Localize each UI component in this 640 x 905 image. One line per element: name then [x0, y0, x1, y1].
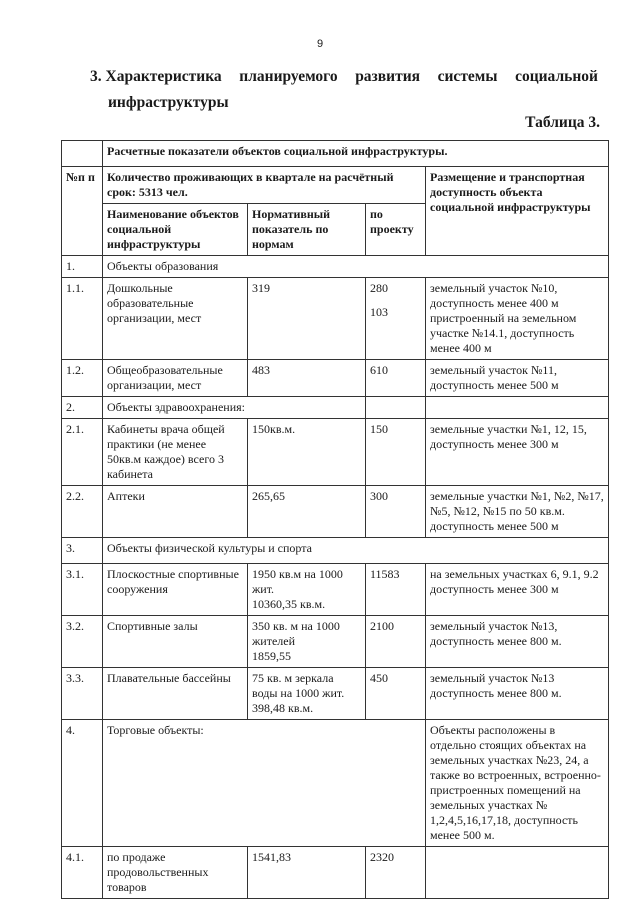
header-placement: Размещение и транспортная доступность объекта социальной инфраструктуры	[426, 167, 609, 256]
header-project: по проекту	[366, 204, 426, 256]
table-cell: 150кв.м.	[248, 419, 366, 486]
table-cell: 1950 кв.м на 1000 жит. 10360,35 кв.м.	[248, 564, 366, 616]
table-cell: 319	[248, 278, 366, 360]
table-cell: 4.1.	[62, 847, 103, 899]
table-cell	[366, 397, 426, 419]
table-cell	[426, 847, 609, 899]
table-cell: земельный участок №13, доступность менее 800 м.	[426, 616, 609, 668]
table-title-row	[62, 141, 609, 167]
header-population: Количество проживающих в квартале на расчётный срок: 5313 чел.	[103, 167, 426, 204]
table-title: Расчетные показатели объектов социальной инфраструктуры.	[103, 141, 609, 167]
heading-number-and-word: 3. Характеристика	[90, 68, 222, 85]
table-cell: 2100	[366, 616, 426, 668]
table-cell	[426, 397, 609, 419]
table-cell: 610	[366, 360, 426, 397]
table-cell: Плоскостные спортивные сооружения	[103, 564, 248, 616]
table-cell: Кабинеты врача общей практики (не менее 50кв.м каждое) всего 3 кабинета	[103, 419, 248, 486]
table-cell: 3.3.	[62, 668, 103, 720]
table-cell: 1541,83	[248, 847, 366, 899]
table-cell: 3.1.	[62, 564, 103, 616]
table-cell: 483	[248, 360, 366, 397]
heading-word: развития	[355, 68, 421, 85]
table-cell: 300	[366, 486, 426, 538]
table-cell: 2.1.	[62, 419, 103, 486]
table-row	[62, 616, 609, 668]
table-cell: 75 кв. м зеркала воды на 1000 жит. 398,48 кв.м.	[248, 668, 366, 720]
table-cell: 150	[366, 419, 426, 486]
table-cell: Общеобразовательные организации, мест	[103, 360, 248, 397]
table-cell: Плавательные бассейны	[103, 668, 248, 720]
table-cell: земельный участок №10, доступность менее 400 м пристроенный на земельном участке №14.1, доступность менее 400 м	[426, 278, 609, 360]
table-header-row	[62, 167, 609, 204]
section-title: Объекты образования	[103, 256, 609, 278]
table-cell: Спортивные залы	[103, 616, 248, 668]
section-title: Объекты здравоохранения:	[103, 397, 366, 419]
heading-word: социальной	[515, 68, 598, 85]
table-row	[62, 360, 609, 397]
header-number: №п п	[62, 167, 103, 256]
section-row	[62, 538, 609, 564]
table-cell: по продаже продовольственных товаров	[103, 847, 248, 899]
table-cell: земельные участки №1, №2, №17, №5, №12, №15 по 50 кв.м. доступность менее 500 м	[426, 486, 609, 538]
table-cell	[62, 141, 103, 167]
table-cell: 4.	[62, 720, 103, 847]
table-cell: 350 кв. м на 1000 жителей 1859,55	[248, 616, 366, 668]
heading-word: системы	[437, 68, 498, 85]
table-row	[62, 564, 609, 616]
table-cell: 2.2.	[62, 486, 103, 538]
table-label: Таблица 3.	[525, 114, 600, 131]
table-cell: земельный участок №11, доступность менее 500 м	[426, 360, 609, 397]
table-row	[62, 486, 609, 538]
table-cell: Дошкольные образовательные организации, мест	[103, 278, 248, 360]
table-cell: 2320	[366, 847, 426, 899]
table-cell: земельные участки №1, 12, 15, доступность менее 300 м	[426, 419, 609, 486]
heading-line-2: инфраструктуры	[108, 94, 229, 111]
table-cell: 11583	[366, 564, 426, 616]
table-cell: на земельных участках 6, 9.1, 9.2 доступность менее 300 м	[426, 564, 609, 616]
indicators-table	[61, 140, 609, 899]
section-row	[62, 720, 609, 847]
table-cell: 1.	[62, 256, 103, 278]
header-name: Наименование объектов социальной инфраструктуры	[103, 204, 248, 256]
table-row	[62, 419, 609, 486]
section-title: Торговые объекты:	[103, 720, 426, 847]
table-row	[62, 668, 609, 720]
table-cell: 265,65	[248, 486, 366, 538]
table-cell: 450	[366, 668, 426, 720]
section-title: Объекты физической культуры и спорта	[103, 538, 609, 564]
table-cell: 2.	[62, 397, 103, 419]
heading-word: планируемого	[239, 68, 338, 85]
section-row	[62, 256, 609, 278]
section-row	[62, 397, 609, 419]
table-cell: земельный участок №13 доступность менее 800 м.	[426, 668, 609, 720]
table-cell: 1.1.	[62, 278, 103, 360]
section-heading	[90, 64, 598, 116]
table-cell: Объекты расположены в отдельно стоящих объектах на земельных участках №23, 24, а также во встроенных, встроенно-пристроенных помещений на земельных участках № 1,2,4,5,16,17,18, доступность менее 500 м.	[426, 720, 609, 847]
table-cell: 280 103	[366, 278, 426, 360]
header-norm: Нормативный показатель по нормам	[248, 204, 366, 256]
table-row	[62, 278, 609, 360]
table-cell: Аптеки	[103, 486, 248, 538]
table-cell: 3.2.	[62, 616, 103, 668]
table-cell: 1.2.	[62, 360, 103, 397]
page-number: 9	[316, 38, 324, 50]
table-cell: 3.	[62, 538, 103, 564]
table-row	[62, 847, 609, 899]
